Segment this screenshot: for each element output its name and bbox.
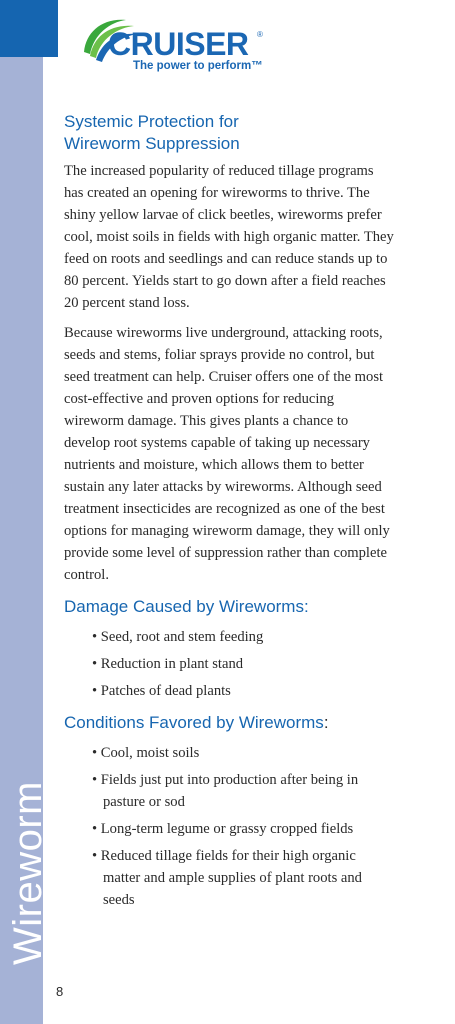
list-item: • Cool, moist soils [92,742,394,764]
list-item: • Patches of dead plants [92,680,394,702]
title-line-2: Wireworm Suppression [64,134,240,153]
conditions-heading [64,712,394,734]
conditions-heading-colon: : [323,713,329,732]
damage-heading: Damage Caused by Wireworms: [64,597,309,616]
conditions-list [64,742,394,911]
title-line-1: Systemic Protection for [64,112,239,131]
side-section-label: Wireworm [6,781,50,965]
corner-block [0,0,58,57]
list-item: • Reduced tillage fields for their high organic matter and ample supplies of plant roots and seeds [92,845,394,911]
conditions-heading-text: Conditions Favored by Wireworms [64,713,324,732]
logo-tagline: The power to perform™ [133,60,263,72]
list-item: • Reduction in plant stand [92,653,394,675]
list-item: • Long-term legume or grassy cropped fields [92,818,394,840]
logo-wordmark: CRUISER [108,26,249,62]
logo-registered-mark: ® [257,30,263,39]
list-item: • Seed, root and stem feeding [92,626,394,648]
control-paragraph: Because wireworms live underground, attacking roots, seeds and stems, foliar sprays provide no control, but seed treatment can help. Cruiser offers one of the most cost-effective and proven options for reducing wireworm damage. This gives plants a chance to develop root systems capable of taking up necessary nutrients and moisture, which allows them to better sustain any later attacks by wireworms. Although seed treatment insecticides are recognized as one of the best options for managing wireworm damage, they will only provide some level of suppression rather than complete control. [64,325,390,583]
intro-paragraph: The increased popularity of reduced tillage programs has created an opening for wireworms to thrive. The shiny yellow larvae of click beetles, wireworms prefer cool, moist soils in fields with high organic matter. They feed on roots and seedlings and can reduce stands up to 80 percent. Yields start to go down after a field reaches 20 percent stand loss. [64,163,394,311]
cruiser-logo [80,14,280,78]
main-content [64,111,394,916]
page-number: 8 [56,984,64,999]
list-item: • Fields just put into production after being in pasture or sod [92,769,394,813]
page-title [64,111,394,155]
damage-list [64,626,394,702]
